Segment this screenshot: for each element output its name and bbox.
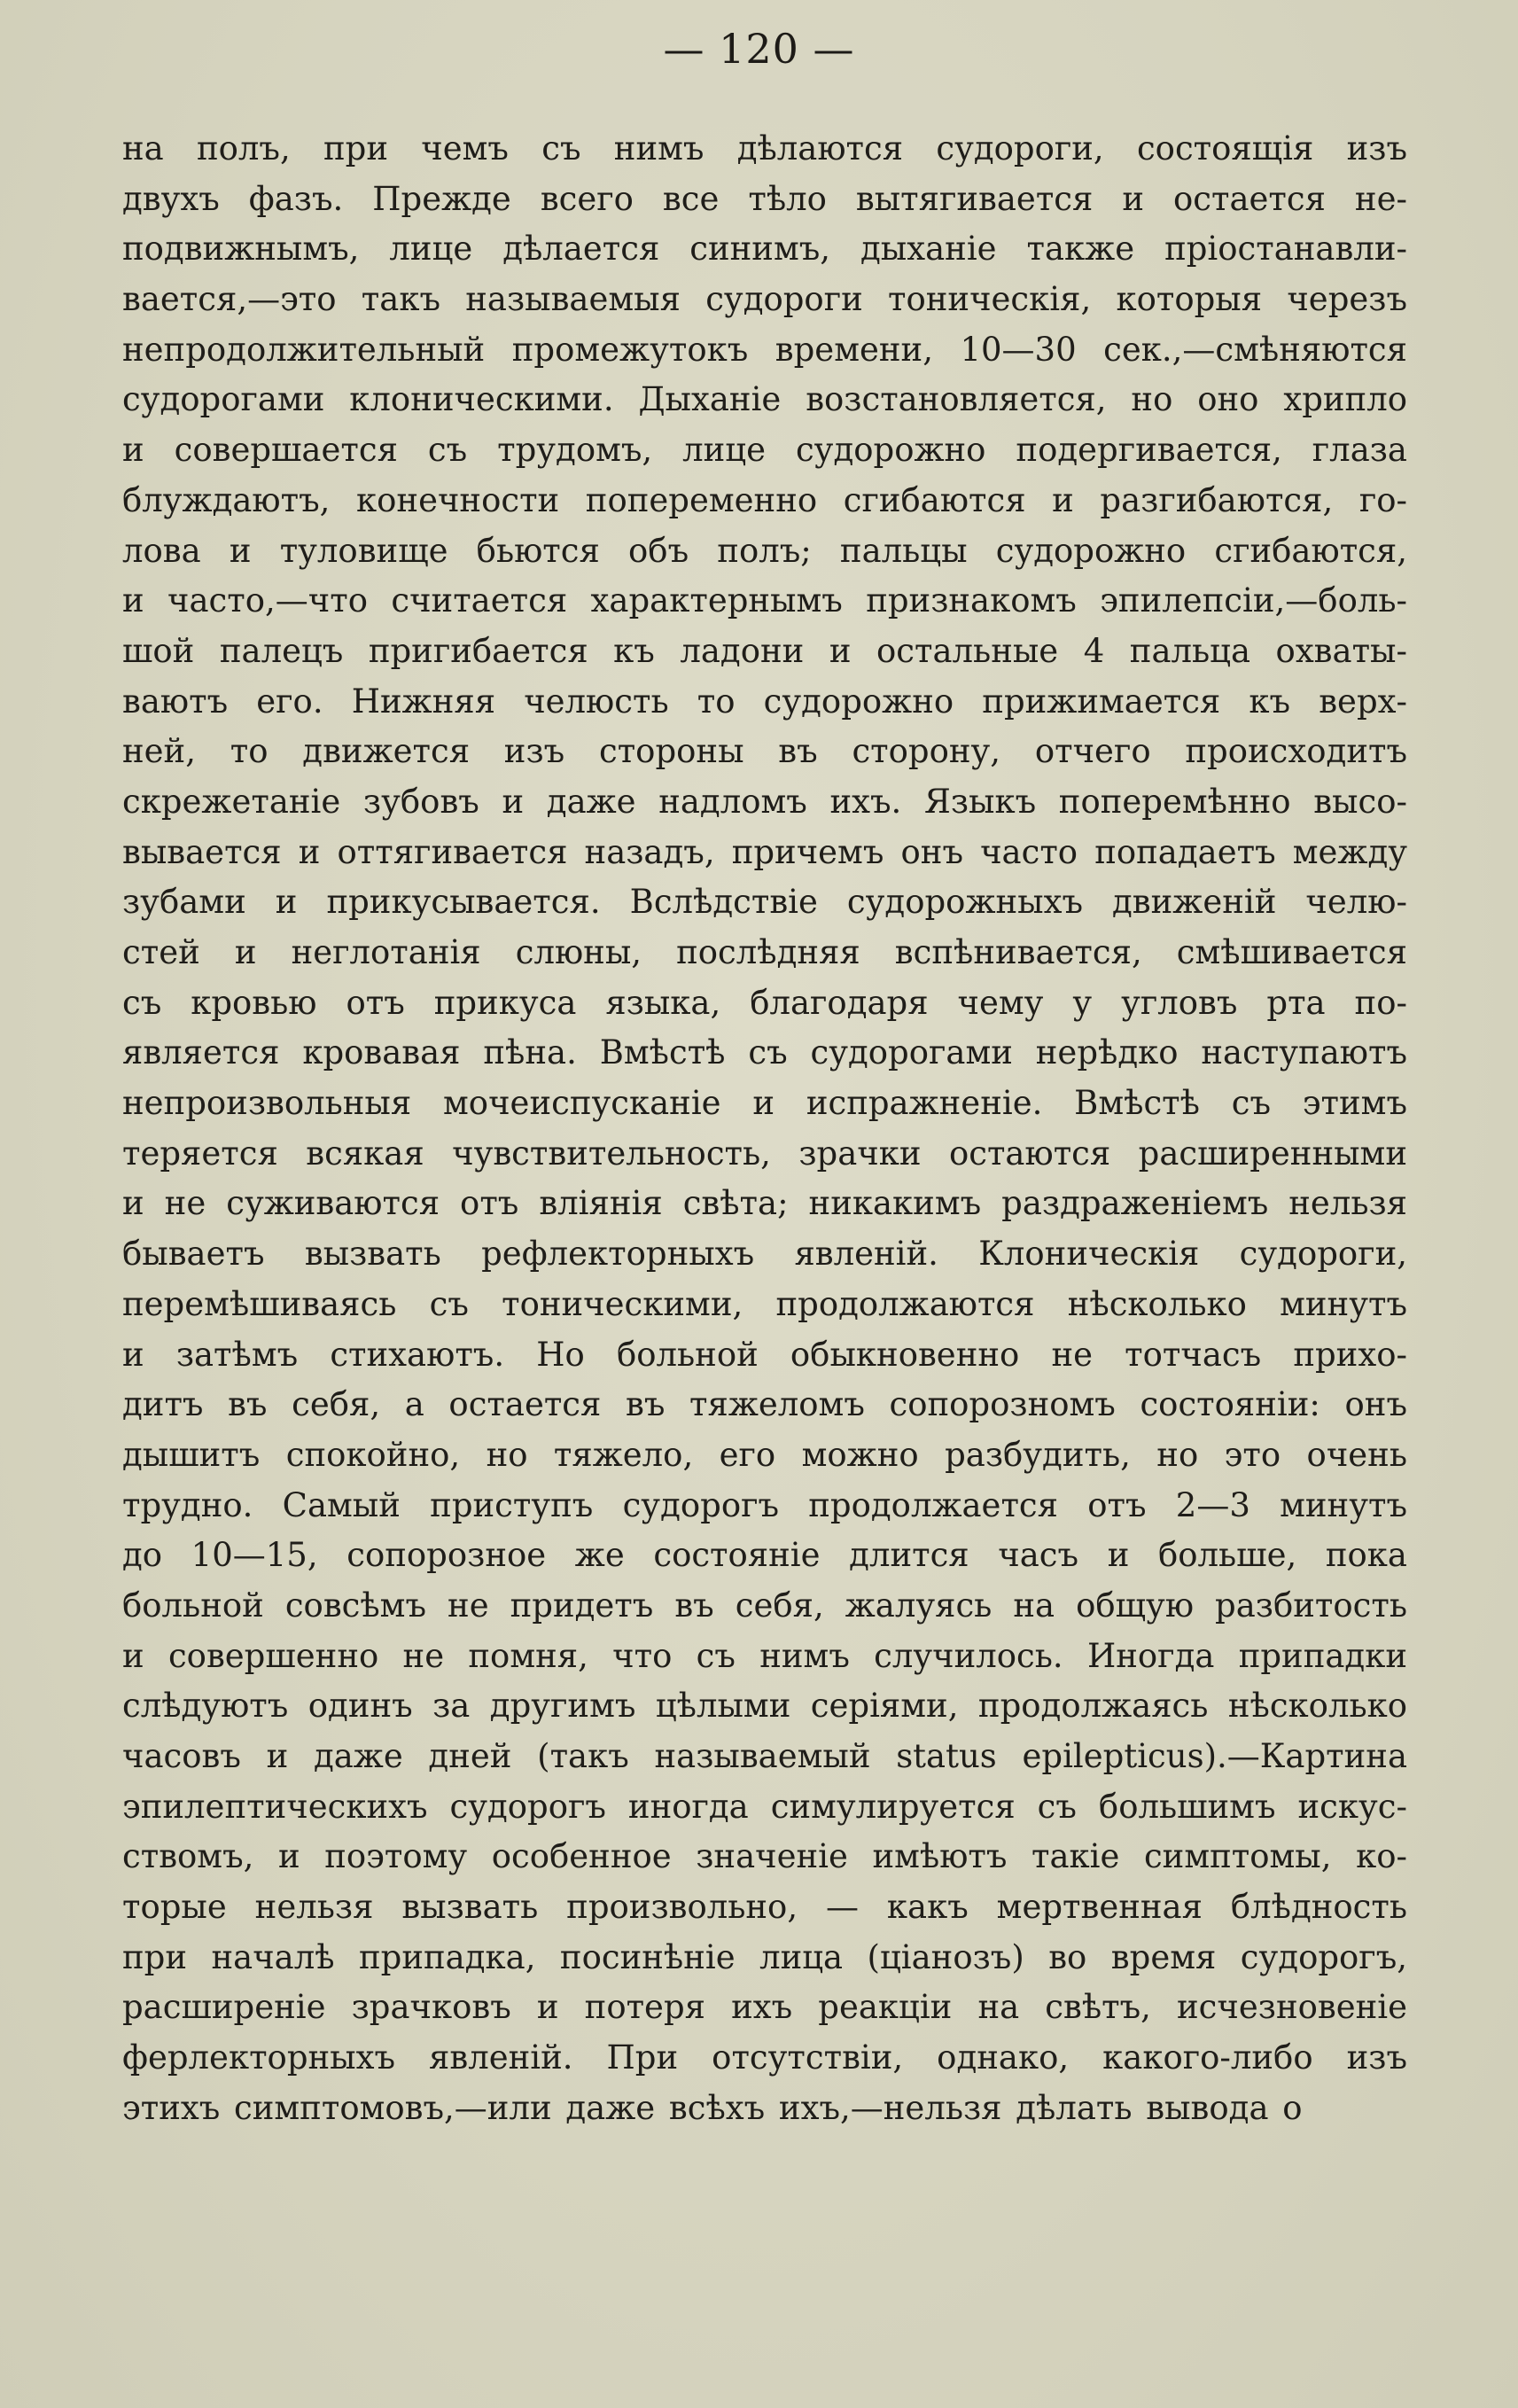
text-line: теряется всякая чувствительность, зрачки остаются расширенными: [122, 1134, 1407, 1173]
text-line: и часто,—что считается характернымъ признакомъ эпилепсіи,—боль-: [122, 581, 1407, 620]
text-line: на полъ, при чемъ съ нимъ дѣлаются судороги, состоящія изъ: [122, 129, 1407, 168]
text-line: эпилептическихъ судорогъ иногда симулируется съ большимъ искус-: [122, 1787, 1407, 1826]
text-line: торые нельзя вызвать произвольно, — какъ мертвенная блѣдность: [122, 1888, 1407, 1927]
text-line: ствомъ, и поэтому особенное значеніе имѣютъ такіе симптомы, ко-: [122, 1837, 1407, 1876]
text-line: перемѣшиваясь съ тоническими, продолжаются нѣсколько минутъ: [122, 1284, 1407, 1323]
text-line: вается,—это такъ называемыя судороги тоническія, которыя черезъ: [122, 280, 1407, 319]
text-line: этихъ симптомовъ,—или даже всѣхъ ихъ,—нельзя дѣлать вывода о: [122, 2088, 1303, 2127]
text-line: судорогами клоническими. Дыханіе возстановляется, но оно хрипло: [122, 380, 1407, 419]
text-line: больной совсѣмъ не придетъ въ себя, жалуясь на общую разбитость: [122, 1586, 1407, 1625]
text-line: непроизвольныя мочеиспусканіе и испражненіе. Вмѣстѣ съ этимъ: [122, 1084, 1407, 1123]
text-line: расширеніе зрачковъ и потеря ихъ реакціи на свѣтъ, исчезновеніе: [122, 1988, 1407, 2027]
text-line: ферлекторныхъ явленій. При отсутствіи, однако, какого-либо изъ: [122, 2038, 1407, 2077]
text-line: трудно. Самый приступъ судорогъ продолжается отъ 2—3 минутъ: [122, 1485, 1407, 1524]
text-line: и затѣмъ стихаютъ. Но больной обыкновенно не тотчасъ прихо-: [122, 1335, 1407, 1374]
text-line: подвижнымъ, лице дѣлается синимъ, дыханіе также пріостанавли-: [122, 230, 1407, 269]
text-line: дитъ въ себя, а остается въ тяжеломъ сопорозномъ состояніи: онъ: [122, 1385, 1407, 1424]
text-line: бываетъ вызвать рефлекторныхъ явленій. Клоническія судороги,: [122, 1235, 1407, 1274]
text-line: является кровавая пѣна. Вмѣстѣ съ судорогами нерѣдко наступаютъ: [122, 1033, 1407, 1072]
text-line: лова и туловище бьются объ полъ; пальцы судорожно сгибаются,: [122, 531, 1407, 570]
text-line: съ кровью отъ прикуса языка, благодаря чему у угловъ рта по-: [122, 983, 1407, 1022]
page-number: — 120 —: [663, 25, 855, 73]
text-line: и не суживаются отъ вліянія свѣта; никакимъ раздраженіемъ нельзя: [122, 1184, 1407, 1223]
body-text: [122, 124, 1407, 2134]
text-line: до 10—15, сопорозное же состояніе длится часъ и больше, пока: [122, 1536, 1407, 1575]
text-line: зубами и прикусывается. Вслѣдствіе судорожныхъ движеній челю-: [122, 883, 1407, 922]
text-line: двухъ фазъ. Прежде всего все тѣло вытягивается и остается не-: [122, 179, 1407, 218]
text-line: ваютъ его. Нижняя челюсть то судорожно прижимается къ верх-: [122, 682, 1407, 721]
text-line: вывается и оттягивается назадъ, причемъ онъ часто попадаетъ между: [122, 832, 1407, 871]
text-line: и совершенно не помня, что съ нимъ случилось. Иногда припадки: [122, 1636, 1407, 1675]
text-line: ней, то движется изъ стороны въ сторону, отчего происходитъ: [122, 732, 1407, 771]
text-line: стей и неглотанія слюны, послѣдняя вспѣнивается, смѣшивается: [122, 933, 1407, 971]
text-line: слѣдуютъ одинъ за другимъ цѣлыми серіями, продолжаясь нѣсколько: [122, 1687, 1407, 1726]
text-line: и совершается съ трудомъ, лице судорожно подергивается, глаза: [122, 431, 1407, 470]
text-line: при началѣ припадка, посинѣніе лица (ціанозъ) во время судорогъ,: [122, 1937, 1407, 1976]
text-line: непродолжительный промежутокъ времени, 10—30 сек.,—смѣняются: [122, 330, 1407, 369]
text-line: дышитъ спокойно, но тяжело, его можно разбудить, но это очень: [122, 1435, 1407, 1474]
text-line: шой палецъ пригибается къ ладони и остальные 4 пальца охваты-: [122, 631, 1407, 670]
text-line: часовъ и даже дней (такъ называемый status epilepticus).—Картина: [122, 1737, 1407, 1775]
text-line: скрежетаніе зубовъ и даже надломъ ихъ. Языкъ поперемѣнно высо-: [122, 782, 1407, 821]
text-line: блуждаютъ, конечности попеременно сгибаются и разгибаются, го-: [122, 480, 1407, 519]
